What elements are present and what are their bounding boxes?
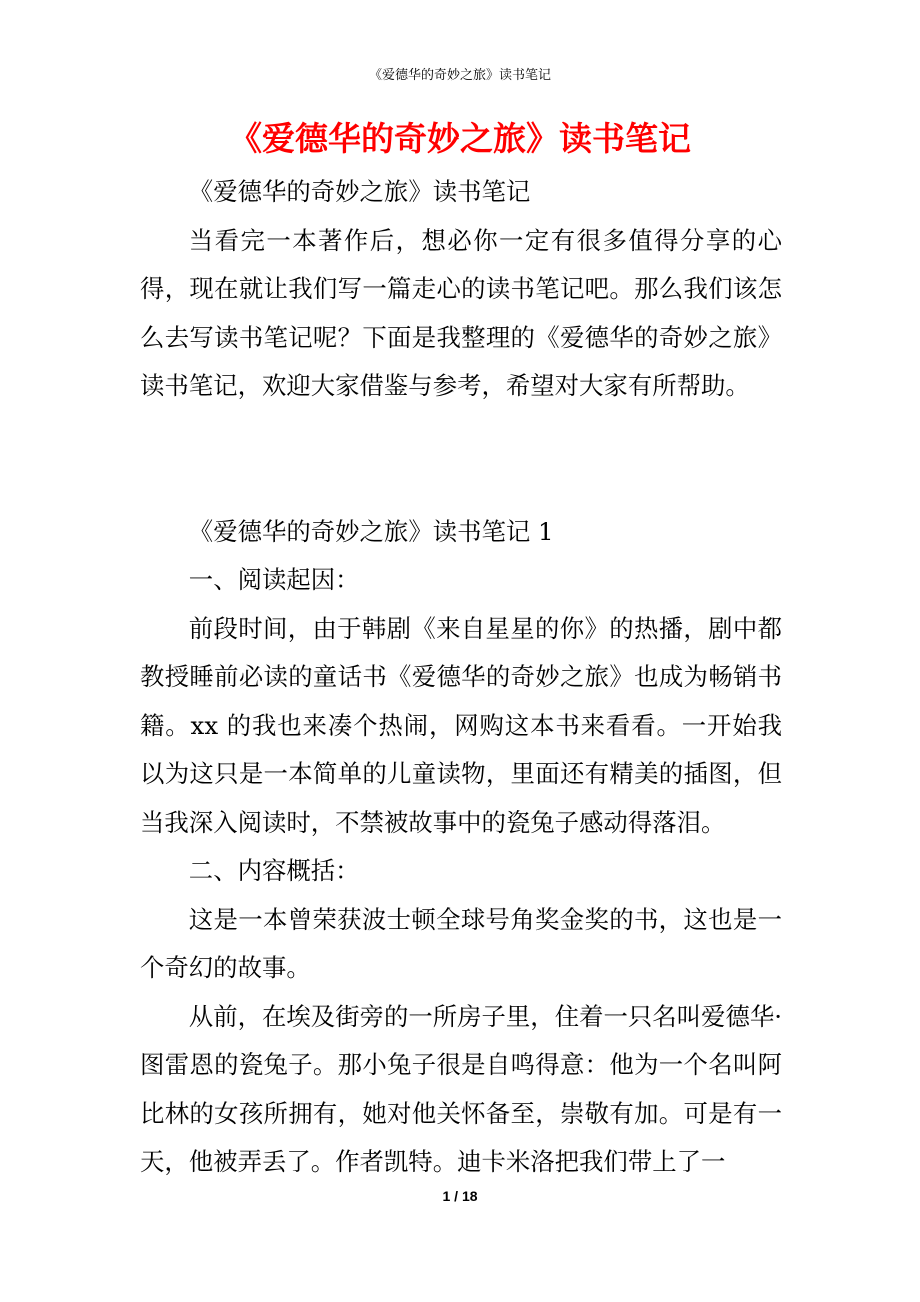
paragraph-heading-summary: 二、内容概括：: [188, 856, 360, 885]
section-spacer: [140, 411, 782, 508]
document-title: 《爱德华的奇妙之旅》读书笔记: [229, 119, 691, 158]
paragraph-heading-reading-reason: 一、阅读起因：: [188, 565, 360, 594]
page-number: 1 / 18: [442, 1188, 478, 1204]
document-body: [140, 168, 782, 1187]
paragraph-summary: 这是一本曾荣获波士顿全球号角奖金奖的书，这也是一个奇幻的故事。: [140, 904, 782, 982]
paragraph-story: 从前，在埃及街旁的一所房子里，住着一只名叫爱德华·图雷恩的瓷兔子。那小兔子很是自鸣得意：他为一个名叫阿比林的女孩所拥有，她对他关怀备至，崇敬有加。可是有一天，他被弄丢了。作者凯特。迪卡米洛把我们带上了一: [140, 1001, 782, 1176]
page-header: 《爱德华的奇妙之旅》读书笔记: [368, 68, 551, 83]
paragraph-intro: 当看完一本著作后，想必你一定有很多值得分享的心得，现在就让我们写一篇走心的读书笔记吧。那么我们该怎么去写读书笔记呢？下面是我整理的《爱德华的奇妙之旅》读书笔记，欢迎大家借鉴与参考，希望对大家有所帮助。: [140, 225, 782, 400]
paragraph-reading-reason: 前段时间，由于韩剧《来自星星的你》的热播，剧中都教授睡前必读的童话书《爱德华的奇妙之旅》也成为畅销书籍。xx 的我也来凑个热闹，网购这本书来看看。一开始我以为这只是一本简单的儿童读物，里面还有精美的插图，但当我深入阅读时，不禁被故事中的瓷兔子感动得落泪。: [140, 613, 782, 837]
paragraph-section-heading: 《爱德华的奇妙之旅》读书笔记 1: [188, 516, 554, 546]
paragraph-subtitle: 《爱德华的奇妙之旅》读书笔记: [188, 177, 531, 206]
